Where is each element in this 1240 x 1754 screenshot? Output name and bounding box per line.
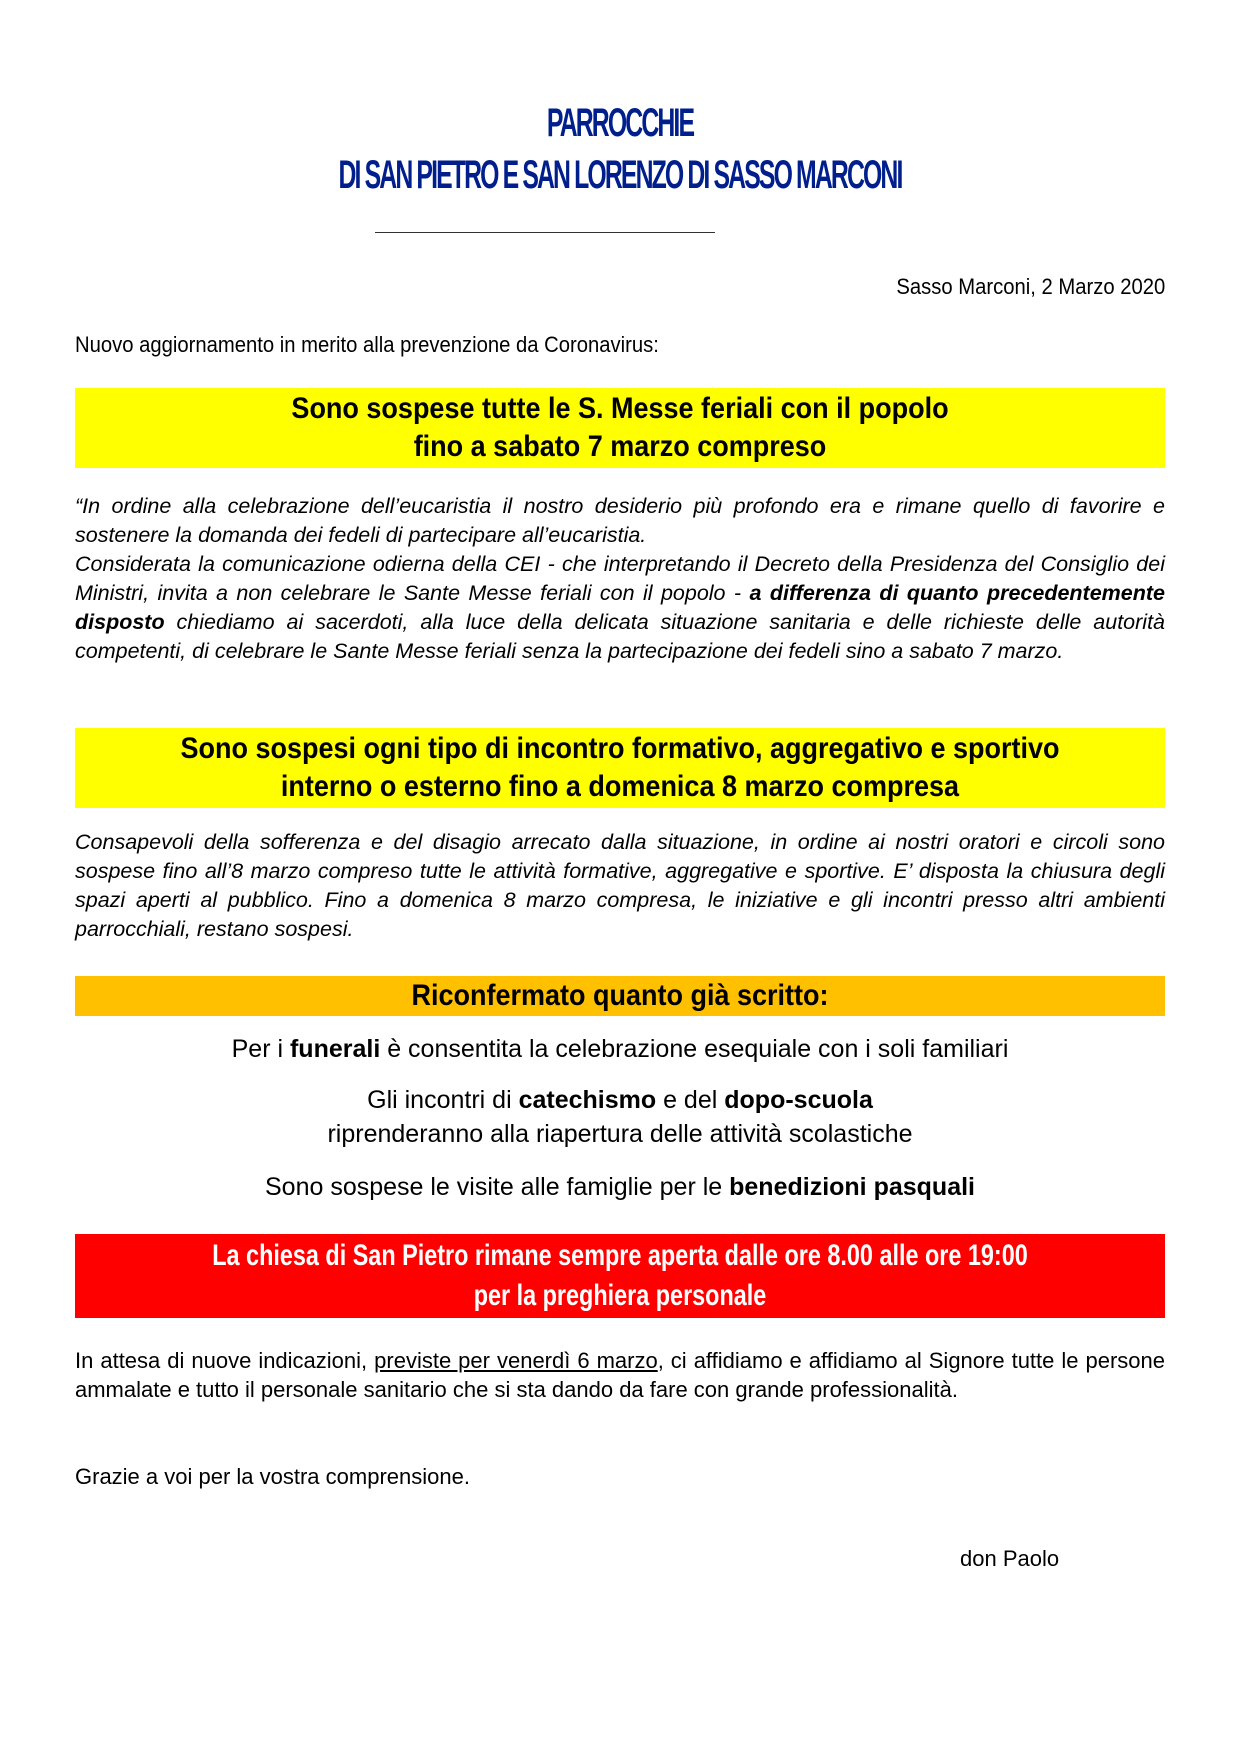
- band1-line2: fino a sabato 7 marzo compreso: [413, 430, 827, 463]
- signature: don Paolo: [960, 1546, 1060, 1571]
- notice-band-reconfirmed: [75, 976, 1165, 1016]
- band1-line1: Sono sospese tutte le S. Messe feriali con il popolo: [291, 392, 949, 425]
- blessings-text-bold: benedizioni pasquali: [729, 1173, 975, 1201]
- notice-band-meetings: [75, 728, 1165, 808]
- band3-text: Riconfermato quanto già scritto:: [411, 979, 829, 1012]
- funerals-line: [75, 1032, 1165, 1066]
- blessings-line: [75, 1170, 1165, 1204]
- notice-band-masses: [75, 388, 1165, 468]
- para1-part1: “In ordine alla celebrazione dell’eucaristia il nostro desiderio più profondo era e rimane quello di favorire e sostenere la domanda dei fedeli di partecipare all’eucaristia.: [75, 494, 1165, 547]
- closing-text-b: , ci affidiamo e affidiamo al Signore tutte le persone ammalate e tutto il personale sanitario che si sta dando da fare con grande professionalità.: [75, 1348, 1165, 1402]
- catechism-text-e: riprenderanno alla riapertura delle attività scolastiche: [327, 1120, 913, 1148]
- afterschool-text-bold: dopo-scuola: [724, 1086, 873, 1114]
- oratori-paragraph: Consapevoli della sofferenza e del disagio arrecato dalla situazione, in ordine ai nostri oratori e circoli sono sospese fino all’8 marzo compreso tutte le attività formative, aggregative e sportive. E’ disposta la chiusura degli spazi aperti al pubblico. Fino a domenica 8 marzo compresa, le iniziative e gli incontri presso altri ambienti parrocchiali, restano sospesi.: [75, 830, 1165, 941]
- header-title-line2: DI SAN PIETRO E SAN LORENZO DI SASSO MARCONI: [338, 153, 902, 197]
- band2-line1: Sono sospesi ogni tipo di incontro formativo, aggregativo e sportivo: [180, 732, 1060, 765]
- closing-paragraph: [75, 1346, 1165, 1404]
- catechism-text-a: Gli incontri di: [367, 1086, 519, 1114]
- para1-bold: a differenza di quanto precedentemente disposto: [75, 581, 1165, 634]
- band4-line2: per la preghiera personale: [473, 1279, 767, 1312]
- intro-text: Nuovo aggiornamento in merito alla prevenzione da Coronavirus:: [75, 332, 659, 357]
- band2-line2: interno o esterno fino a domenica 8 marzo compresa: [280, 770, 960, 803]
- catechism-text-bold: catechismo: [518, 1086, 657, 1114]
- closing-underlined: previste per venerdì 6 marzo: [374, 1348, 658, 1373]
- header-title-line1: PARROCCHIE: [546, 101, 694, 145]
- thanks-line: Grazie a voi per la vostra comprensione.: [75, 1464, 470, 1489]
- catechism-line: [75, 1083, 1165, 1151]
- para1-part3: chiediamo ai sacerdoti, alla luce della delicata situazione sanitaria e delle richieste delle autorità competenti, di celebrare le Sante Messe feriali senza la partecipazione dei fedeli sino a sabato 7 marzo.: [75, 610, 1165, 663]
- catechism-text-c: e del: [656, 1086, 725, 1114]
- parish-header: [75, 100, 1165, 198]
- blessings-text-a: Sono sospese le visite alle famiglie per le: [264, 1173, 730, 1201]
- closing-text-a: In attesa di nuove indicazioni,: [75, 1348, 375, 1373]
- document-date: Sasso Marconi, 2 Marzo 2020: [896, 274, 1165, 299]
- funerals-text-a: Per i: [231, 1035, 290, 1063]
- notice-band-church-open: [75, 1234, 1165, 1318]
- band4-line1: La chiesa di San Pietro rimane sempre aperta dalle ore 8.00 alle ore 19:00: [212, 1239, 1028, 1272]
- header-divider: [375, 232, 715, 233]
- para1-part2: Considerata la comunicazione odierna della CEI - che interpretando il Decreto della Presidenza del Consiglio dei Ministri, invita a non celebrare le Sante Messe feriali con il popolo -: [75, 552, 1165, 605]
- funerals-text-c: è consentita la celebrazione esequiale con i soli familiari: [380, 1035, 1009, 1063]
- funerals-text-bold: funerali: [289, 1035, 381, 1063]
- cei-quote-paragraph: [75, 492, 1165, 666]
